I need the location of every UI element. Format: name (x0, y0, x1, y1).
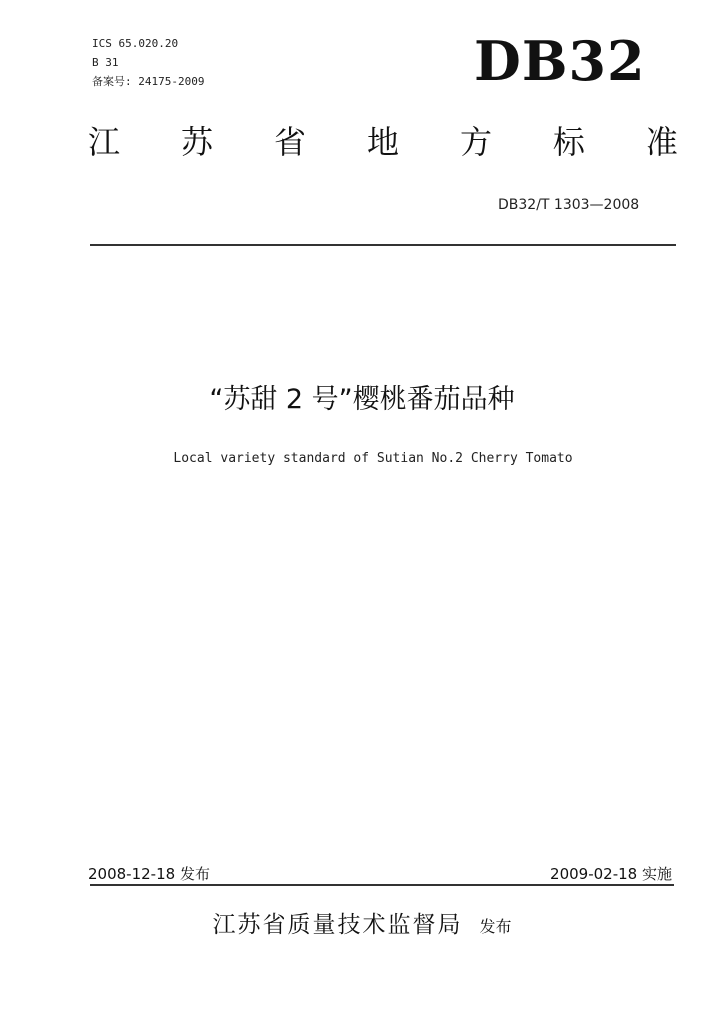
standard-type-char: 苏 (180, 123, 213, 161)
publish-date: 2008-12-18 发布 (88, 865, 210, 883)
standard-type-heading (88, 123, 678, 161)
standard-type-char: 准 (645, 123, 678, 161)
ccs-code: B 31 (92, 56, 119, 69)
implementation-date: 2009-02-18 实施 (550, 865, 672, 883)
db32-logo: DB32 (474, 29, 646, 93)
ics-code: ICS 65.020.20 (92, 37, 179, 50)
issuer-line (0, 906, 724, 939)
issuing-organization: 江苏省质量技术监督局 (212, 912, 463, 938)
document-title-chinese: “苏甜 2 号”樱桃番茄品种 (209, 384, 515, 415)
document-title-english: Local variety standard of Sutian No.2 Cherry Tomato (173, 451, 573, 466)
standard-type-char: 地 (366, 123, 399, 161)
record-number: 备案号: 24175-2009 (92, 75, 205, 88)
standard-type-char: 省 (273, 123, 306, 161)
standard-type-char: 江 (88, 123, 121, 161)
standard-type-char: 方 (459, 123, 492, 161)
standard-type-char: 标 (552, 123, 585, 161)
top-divider (90, 244, 676, 246)
classification-block (92, 34, 204, 91)
standard-number: DB32/T 1303—2008 (498, 197, 640, 213)
issue-verb: 发布 (479, 917, 512, 936)
bottom-divider (90, 884, 674, 886)
